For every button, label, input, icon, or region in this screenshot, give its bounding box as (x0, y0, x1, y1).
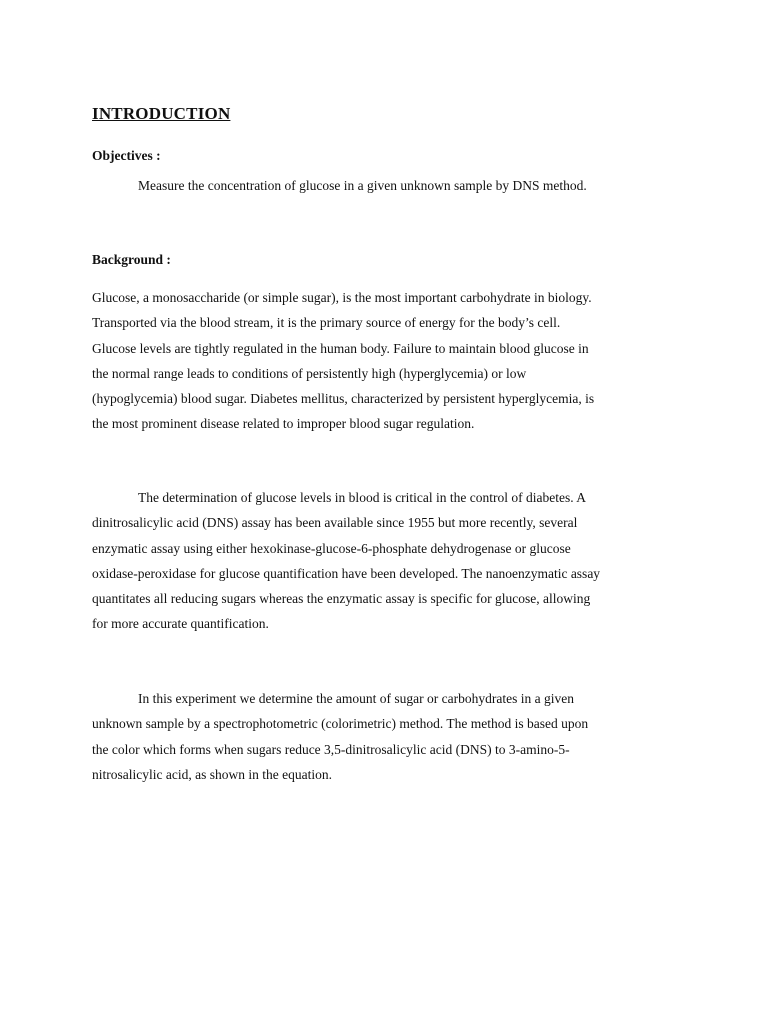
paragraph-line: nitrosalicylic acid, as shown in the equation. (92, 766, 332, 782)
paragraph-line: for more accurate quantification. (92, 616, 269, 632)
background-paragraph-2 (92, 485, 672, 637)
paragraph-line: Glucose levels are tightly regulated in the human body. Failure to maintain blood glucose in (92, 340, 589, 356)
background-heading: Background : (92, 252, 171, 267)
paragraph-line: the normal range leads to conditions of persistently high (hyperglycemia) or low (92, 365, 527, 381)
objectives-heading: Objectives : (92, 148, 161, 163)
background-paragraph-1 (92, 285, 672, 437)
paragraph-line: In this experiment we determine the amount of sugar or carbohydrates in a given (138, 691, 574, 706)
background-paragraph-3 (92, 686, 672, 787)
paragraph-line: the color which forms when sugars reduce 3,5-dinitrosalicylic acid (DNS) to 3-amino-5- (92, 741, 570, 757)
objectives-text: Measure the concentration of glucose in a given unknown sample by DNS method. (138, 178, 587, 193)
paragraph-line: (hypoglycemia) blood sugar. Diabetes mellitus, characterized by persistent hyperglycemia, is (92, 391, 595, 407)
paragraph-line: The determination of glucose levels in blood is critical in the control of diabetes. A (138, 490, 587, 505)
paragraph-line: dinitrosalicylic acid (DNS) assay has been available since 1955 but more recently, several (92, 515, 578, 531)
paragraph-line: unknown sample by a spectrophotometric (colorimetric) method. The method is based upon (92, 716, 589, 732)
paragraph-line: oxidase-peroxidase for glucose quantification have been developed. The nanoenzymatic assay (92, 565, 601, 581)
paragraph-line: the most prominent disease related to improper blood sugar regulation. (92, 416, 475, 432)
paragraph-line: quantitates all reducing sugars whereas the enzymatic assay is specific for glucose, allowing (92, 591, 591, 607)
paragraph-line: Transported via the blood stream, it is the primary source of energy for the body’s cell. (92, 315, 561, 331)
page-title: INTRODUCTION (92, 104, 231, 123)
paragraph-line: Glucose, a monosaccharide (or simple sugar), is the most important carbohydrate in biology. (92, 290, 592, 305)
paragraph-line: enzymatic assay using either hexokinase-glucose-6-phosphate dehydrogenase or glucose (92, 540, 571, 556)
